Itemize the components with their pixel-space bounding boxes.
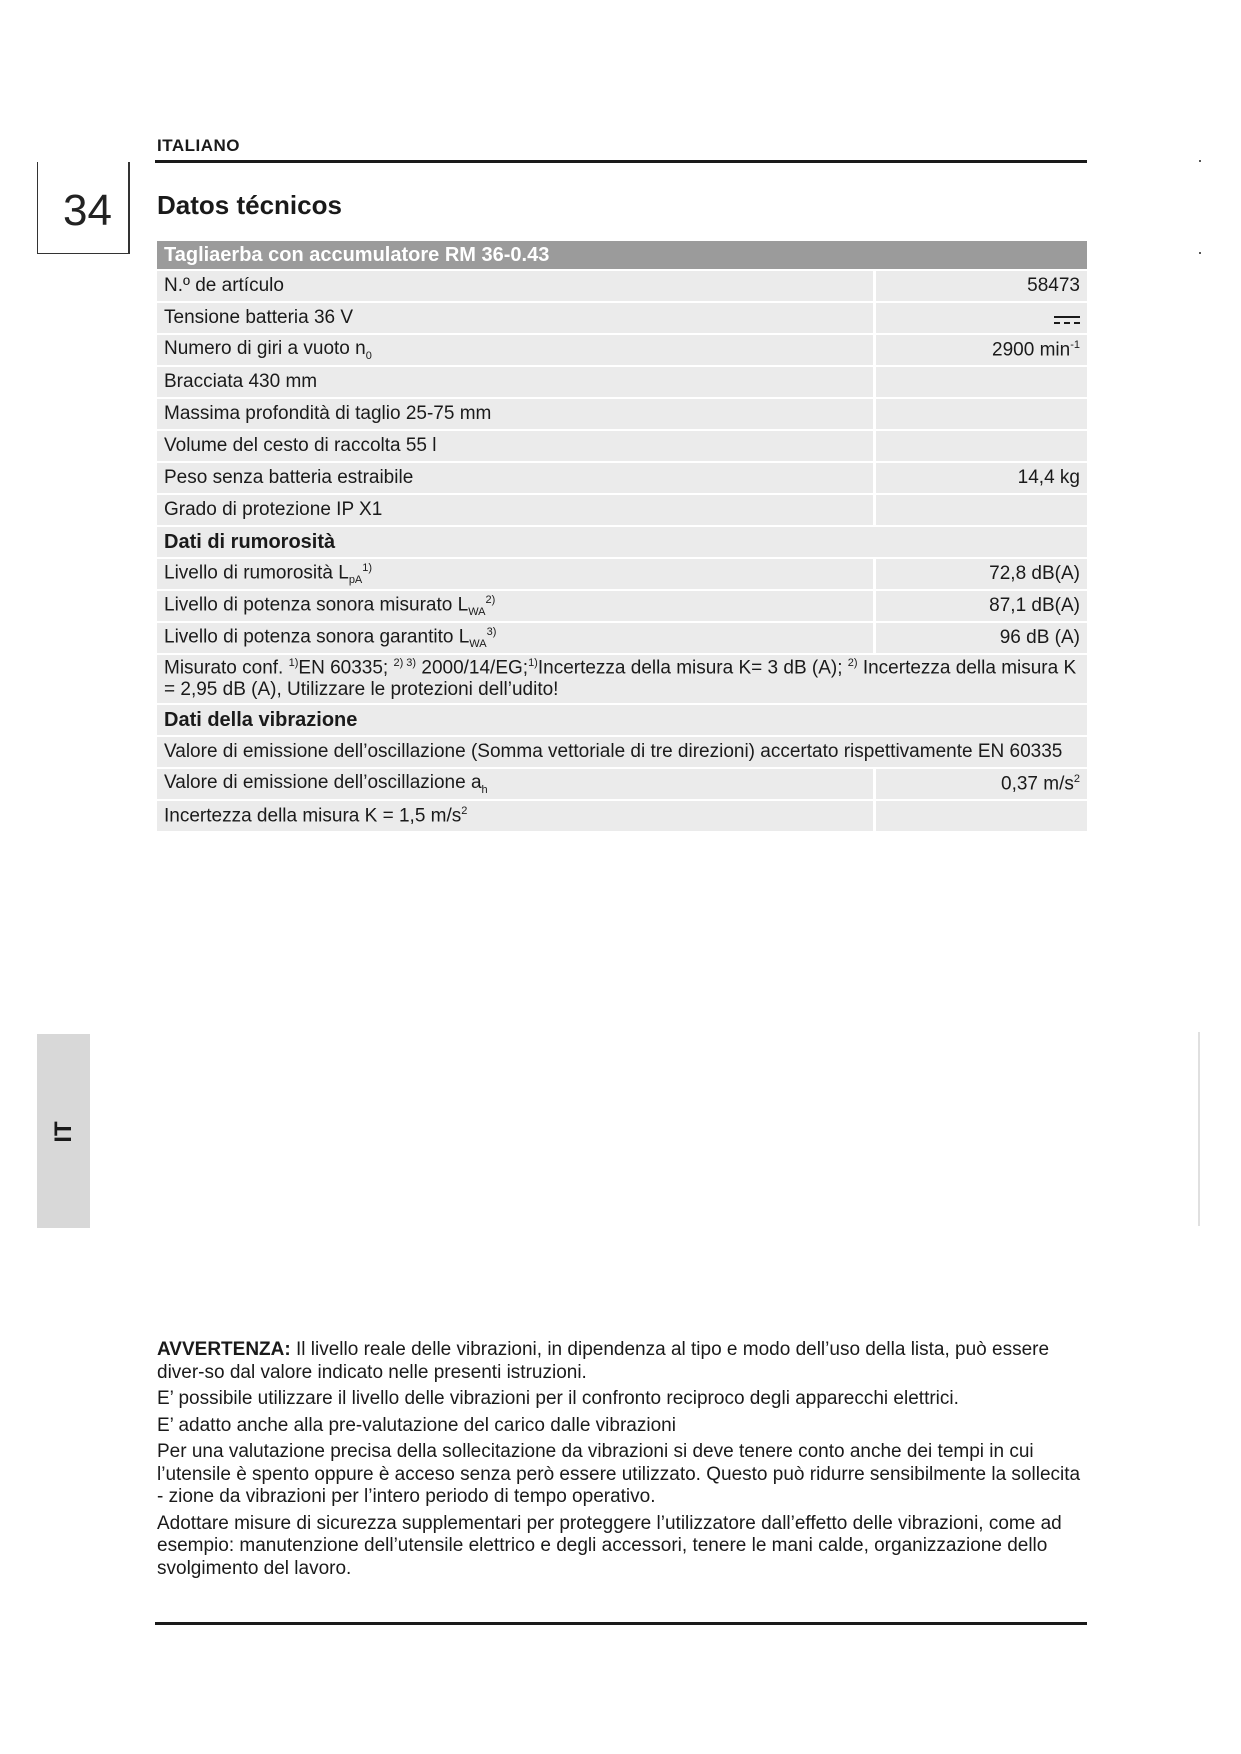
spec-value (876, 303, 1087, 333)
noise-note-row (157, 655, 1087, 703)
warning-paragraph: Per una valutazione precisa della sollecitazione da vibrazioni si deve tenere conto anche dei tempi in cui l’utensile è spento oppure è acceso senza però essere utilizzato. Questo può ridurre sensibilmente la sollecita - zione da vibrazioni per l’intero periodo di tempo operativo. (157, 1441, 1081, 1507)
spec-label: Incertezza della misura K = 1,5 $m/s^2$ (157, 801, 876, 831)
vibration-warning (157, 1339, 1087, 1584)
spec-value: 58473 (876, 271, 1087, 301)
spec-value (876, 495, 1087, 525)
spec-label: Massima profondità di taglio 25-75 mm (157, 399, 876, 429)
spec-label: Valore di emissione dell’oscillazione $a_h$ (157, 769, 876, 799)
spec-value: 87,1 dB(A) (876, 591, 1087, 621)
table-row (157, 559, 1087, 589)
spec-label: Bracciata 430 mm (157, 367, 876, 397)
spec-value: 0,37 $m/s^2$ (876, 769, 1087, 799)
spec-label: Livello di potenza sonora garantito $L_{WA}^{3)}$ (157, 623, 876, 653)
crop-mark (1199, 160, 1201, 162)
spec-label: Livello di potenza sonora misurato $L_{WA}^{2)}$ (157, 591, 876, 621)
warning-paragraph: E’ possibile utilizzare il livello delle vibrazioni per il confronto reciproco degli apparecchi elettrici. (157, 1388, 959, 1409)
table-row (157, 623, 1087, 653)
warning-paragraph: AVVERTENZA: Il livello reale delle vibrazioni, in dipendenza al tipo e modo dell’uso della lista, può essere diver-so dal valore indicato nelle presenti istruzioni. (157, 1339, 1050, 1383)
spec-label: Numero di giri a vuoto $n_0$ (157, 335, 876, 365)
crop-mark (1199, 252, 1201, 254)
noise-section-header (157, 527, 1087, 557)
warning-paragraph: Adottare misure di sicurezza supplementari per proteggere l’utilizzatore dall’effetto delle vibrazioni, come ad esempio: manutenzione dell’utensile elettrico e degli accessori, tenere le mani calde, organizzazione dello svolgimento del lavoro. (157, 1512, 1062, 1579)
table-row (157, 399, 1087, 429)
spec-value (876, 801, 1087, 831)
technical-data-table (157, 239, 1087, 833)
spec-value: 96 dB (A) (876, 623, 1087, 653)
table-row (157, 801, 1087, 831)
language-header: ITALIANO (157, 136, 241, 155)
spec-label: Tensione batteria 36 V (157, 303, 876, 333)
bottom-rule (155, 1622, 1087, 1625)
direct-current-icon (1054, 316, 1080, 325)
product-title: Tagliaerba con accumulatore RM 36-0.43 (157, 241, 1087, 269)
table-row (157, 591, 1087, 621)
spec-value (876, 431, 1087, 461)
vibration-header: Dati della vibrazione (157, 705, 1087, 735)
spec-label: Peso senza batteria estraibile (157, 463, 876, 493)
edge-line (1198, 1032, 1200, 1226)
warning-lead: AVVERTENZA: (157, 1339, 291, 1360)
table-row (157, 431, 1087, 461)
table-title-row (157, 241, 1087, 269)
table-row (157, 737, 1087, 767)
table-row (157, 271, 1087, 301)
noise-header: Dati di rumorosità (157, 527, 1087, 557)
spec-value: 14,4 kg (876, 463, 1087, 493)
top-rule (155, 160, 1087, 163)
vibration-section-header (157, 705, 1087, 735)
vibration-intro: Valore di emissione dell’oscillazione (Somma vettoriale di tre direzioni) accertato rispettivamente EN 60335 (157, 737, 1087, 767)
table-row (157, 303, 1087, 333)
noise-note: Misurato conf. $^{1)}$EN 60335; $^{2) 3)}$ 2000/14/EG;$^{1)}$Incertezza della misura K= 3 dB (A); $^{2)}$ Incertezza della misura K = 2,95 dB (A), Utilizzare le protezioni dell’udito! (157, 655, 1087, 703)
table-row (157, 495, 1087, 525)
language-side-tab-label: IT (50, 1121, 77, 1143)
spec-label: N.º de artículo (157, 271, 876, 301)
spec-value: 2900 $\min^{-1}$ (876, 335, 1087, 365)
spec-label: Grado di protezione IP X1 (157, 495, 876, 525)
spec-value: 72,8 dB(A) (876, 559, 1087, 589)
table-row (157, 367, 1087, 397)
spec-value (876, 399, 1087, 429)
spec-label: Volume del cesto di raccolta 55 l (157, 431, 876, 461)
spec-label: Livello di rumorosità $L_{pA}^{1)}$ (157, 559, 876, 589)
warning-paragraph: E’ adatto anche alla pre-valutazione del carico dalle vibrazioni (157, 1414, 676, 1436)
table-row (157, 335, 1087, 365)
page-number: 34 (63, 186, 112, 235)
table-row (157, 463, 1087, 493)
spec-value (876, 367, 1087, 397)
section-title: Datos técnicos (157, 190, 342, 220)
table-row (157, 769, 1087, 799)
